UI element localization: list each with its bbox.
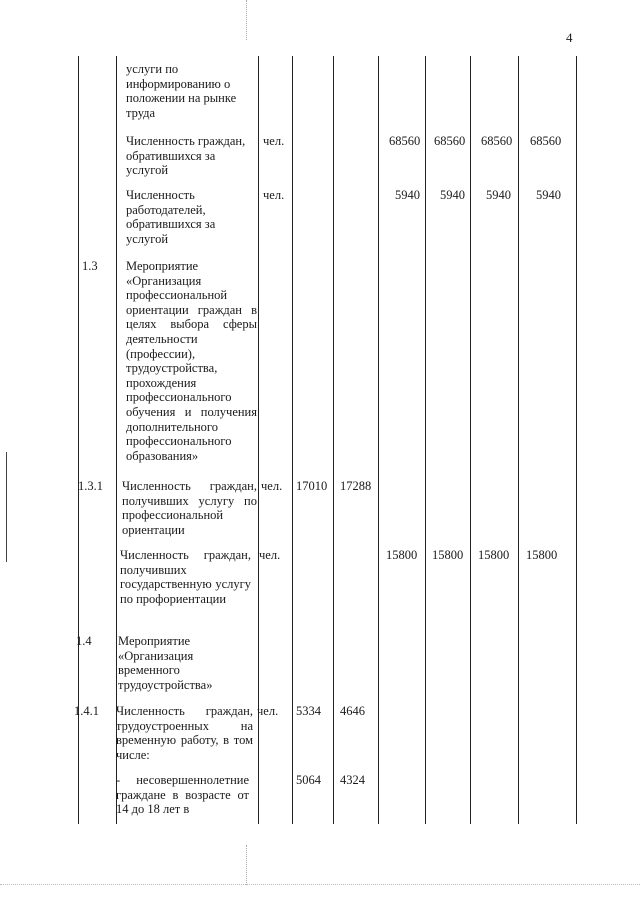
table-row-number: 1.4.1 — [74, 704, 99, 718]
table-cell-value: 5064 — [296, 773, 321, 787]
table-cell-value: 5940 — [395, 188, 420, 202]
table-row-text: - несовершеннолетние граждане в возрасте от 14 до 18 лет в — [116, 773, 249, 817]
table-cell-value: 17010 — [296, 479, 328, 493]
table-row-unit: чел. — [263, 188, 285, 202]
table-row-unit: чел. — [263, 134, 285, 148]
table-cell-value: 15800 — [432, 548, 464, 562]
table-cell-value: 17288 — [340, 479, 372, 493]
table-row-number: 1.3.1 — [78, 479, 103, 493]
scan-bottom-line — [0, 884, 640, 885]
table-row-text: Численность граждан, получивших услугу по профессиональной ориентации — [122, 479, 257, 537]
column-rule — [470, 56, 471, 824]
table-cell-value: 4324 — [340, 773, 365, 787]
table-cell-value: 68560 — [530, 134, 562, 148]
column-rule — [378, 56, 379, 824]
table-cell-value: 5334 — [296, 704, 321, 718]
table-row-unit: чел. — [261, 479, 283, 493]
column-rule — [292, 56, 293, 824]
table-row-text: Мероприятие «Организация временного трудоустройства» — [118, 634, 213, 692]
table-cell-value: 5940 — [486, 188, 511, 202]
column-rule — [518, 56, 519, 824]
table-row-unit: чел. — [259, 548, 281, 562]
column-rule — [425, 56, 426, 824]
table-row-number: 1.4 — [76, 634, 92, 648]
table-cell-value: 68560 — [481, 134, 513, 148]
table-row-text: Численность работодателей, обратившихся за услугой — [126, 188, 216, 246]
table-cell-value: 4646 — [340, 704, 365, 718]
table-row-unit: чел. — [257, 704, 279, 718]
table-row-text: Численность граждан, получивших государственную услугу по профориентации — [120, 548, 251, 606]
scan-fold-mark — [246, 845, 247, 885]
table-cell-value: 15800 — [526, 548, 558, 562]
column-rule — [333, 56, 334, 824]
page-number: 4 — [566, 30, 573, 45]
column-rule — [576, 56, 577, 824]
table-cell-value: 5940 — [440, 188, 465, 202]
table-row-text: Численность граждан, трудоустроенных на временную работу, в том числе: — [116, 704, 253, 762]
table-cell-value: 5940 — [536, 188, 561, 202]
table-cell-value: 68560 — [434, 134, 466, 148]
table-row-text: услуги по информированию о положении на рынке труда — [126, 62, 237, 120]
scan-margin-mark — [6, 452, 7, 562]
table-cell-value: 68560 — [389, 134, 421, 148]
table-cell-value: 15800 — [478, 548, 510, 562]
table-cell-value: 15800 — [386, 548, 418, 562]
scan-fold-mark — [246, 0, 247, 40]
table-row-text: Численность граждан, обратившихся за услугой — [126, 134, 246, 178]
table-row-text: Мероприятие «Организация профессиональной ориентации граждан в целях выбора сферы деятельности (профессии), трудоустройства, прохождения профессионального обучения и получения дополнительного профессионального образования» — [126, 259, 257, 463]
table-row-number: 1.3 — [82, 259, 98, 273]
